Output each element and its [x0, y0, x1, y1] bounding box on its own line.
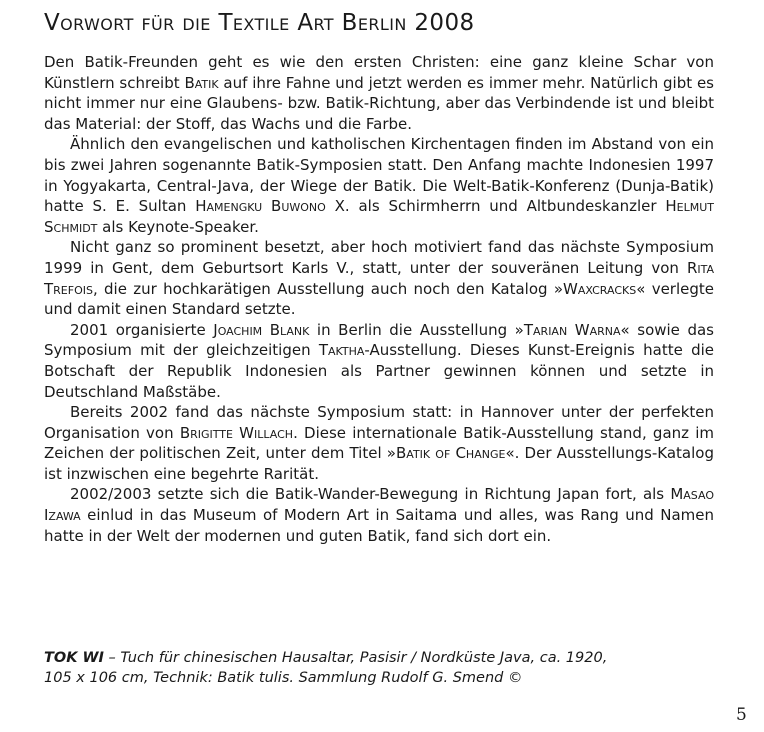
body-paragraph	[44, 52, 714, 134]
body-paragraph	[44, 237, 714, 319]
body-paragraph	[44, 402, 714, 484]
paragraph-text: 2001 organisierte	[70, 320, 214, 339]
body-text	[44, 52, 714, 546]
paragraph-text: auf ihre Fahne und jetzt werden es immer mehr. Natürlich gibt es nicht immer nur eine Glaubens- bzw. Batik-Richtung, aber das Verbindende ist und bleibt das Material: der Stoff, das Wachs und die Farbe.	[44, 73, 714, 133]
paragraph-text: « sowie das Symposium mit der gleichzeitigen	[44, 320, 714, 360]
small-caps-name: Joachim Blank	[213, 320, 310, 339]
paragraph-text: «. Der Ausstellungs-Katalog ist inzwischen eine begehrte Rarität.	[44, 444, 714, 483]
body-paragraph	[44, 320, 714, 402]
image-caption	[44, 648, 734, 688]
body-paragraph	[44, 134, 714, 237]
paragraph-text: in Berlin die Ausstellung »	[309, 320, 524, 339]
small-caps-name: Waxcracks	[563, 279, 637, 298]
paragraph-text: einlud in das Museum of Modern Art in Saitama und alles, was Rang und Namen hatte in der Welt der modernen und guten Batik, fand sich dort ein.	[44, 506, 714, 545]
small-caps-name: Tarian Warna	[523, 320, 621, 339]
caption-line-2: 105 x 106 cm, Technik: Batik tulis. Sammlung Rudolf G. Smend ©	[44, 670, 523, 686]
paragraph-text: als Keynote-Speaker.	[97, 217, 259, 236]
paragraph-text: -Ausstellung. Dieses Kunst-Ereignis hatte die Botschaft der Republik Indonesien als Partner gewinnen können und setzte in Deutschland Maßstäbe.	[44, 341, 714, 401]
page-title: Vorwort für die Textile Art Berlin 2008	[44, 10, 475, 36]
small-caps-name: Rita Trefois	[44, 258, 714, 298]
caption-separator: –	[103, 650, 121, 666]
small-caps-name: Brigitte Willach	[179, 423, 294, 442]
caption-line-1: Tuch für chinesischen Hausaltar, Pasisir / Nordküste Java, ca. 1920,	[120, 650, 608, 666]
small-caps-name: Masao Izawa	[44, 485, 714, 525]
paragraph-text: Den Batik-Freunden geht es wie den ersten Christen: eine ganz kleine Schar von Künstlern schreibt	[44, 53, 714, 92]
paragraph-text: Ähnlich den evangelischen und katholischen Kirchentagen finden im Abstand von ein bis zwei Jahren sogenannte Batik-Symposien statt. Den Anfang machte Indonesien 1997 in Yogyakarta, Central-Java, der Wiege der Batik. Die Welt-Batik-Konferenz (Dunja-Batik) hatte S. E. Sultan	[44, 135, 714, 216]
paragraph-text: 2002/2003 setzte sich die Batik-Wander-Bewegung in Richtung Japan fort, als	[70, 485, 671, 504]
paragraph-text: Nicht ganz so prominent besetzt, aber hoch motiviert fand das nächste Symposium 1999 in Gent, dem Geburtsort Karls V., statt, unter der souveränen Leitung von	[44, 238, 714, 277]
caption-title: TOK WI	[44, 650, 104, 666]
small-caps-name: Hamengku Buwono X.	[195, 197, 350, 216]
paragraph-text: . Diese internationale Batik-Ausstellung stand, ganz im Zeichen der politischen Zeit, unter dem Titel »	[44, 423, 715, 463]
paragraph-text: « verlegte und damit einen Standard setzte.	[44, 279, 714, 319]
paragraph-text: , die zur hochkarätigen Ausstellung auch noch den Katalog »	[92, 279, 564, 298]
small-caps-name: Taktha	[318, 341, 365, 360]
small-caps-name: Batik of Change	[395, 444, 506, 463]
paragraph-text: als Schirmherrn und Altbundeskanzler	[349, 197, 666, 216]
small-caps-name: Helmut Schmidt	[44, 197, 715, 236]
body-paragraph	[44, 484, 714, 546]
paragraph-text: Bereits 2002 fand das nächste Symposium statt: in Hannover unter der perfekten Organisation von	[44, 403, 714, 442]
small-caps-name: Batik	[184, 73, 219, 92]
page-number: 5	[736, 705, 747, 725]
